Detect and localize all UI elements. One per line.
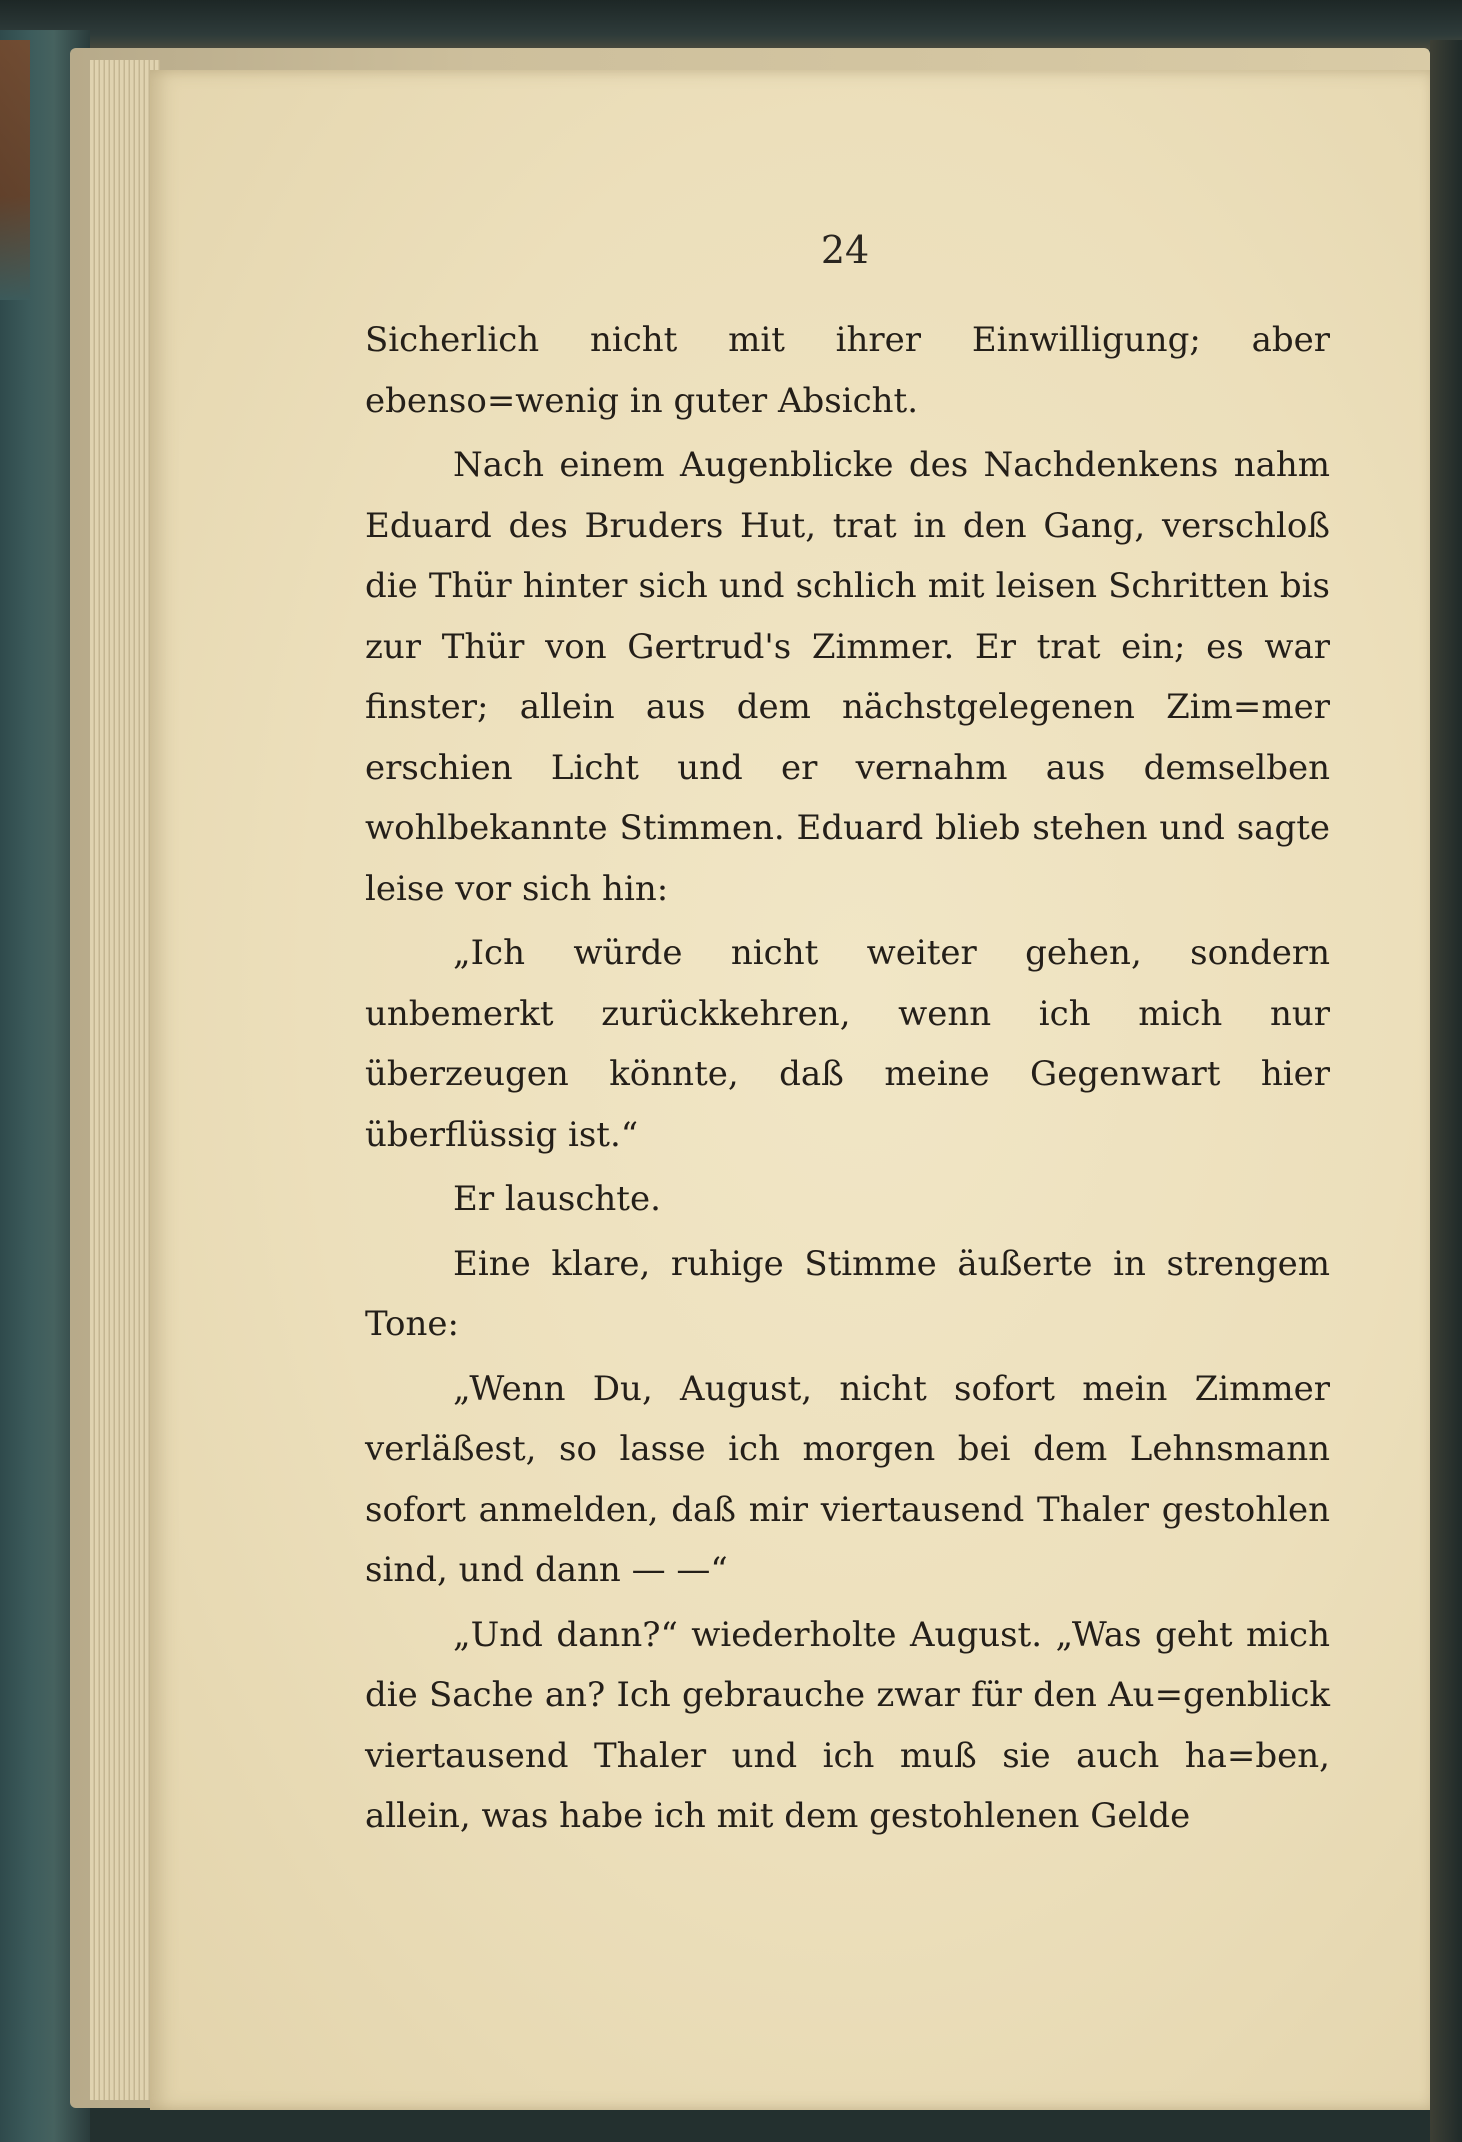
paragraph: Eine klare, ruhige Stimme äußerte in strengem Tone: [365, 1243, 1330, 1344]
paragraph: Er lauschte. [453, 1179, 661, 1219]
book-cover-right [1430, 40, 1462, 2142]
paragraph: „Ich würde nicht weiter gehen, sondern unbemerkt zurückkehren, wenn ich mich nur überzeugen könnte, daß meine Gegenwart hier überflüssig ist.“ [365, 933, 1330, 1155]
paragraph: „Und dann?“ wiederholte August. „Was geht mich die Sache an? Ich gebrauche zwar für den Au=genblick viertausend Thaler und ich muß sie auch ha=ben, allein, was habe ich mit dem gestohlenen Gelde [365, 1614, 1330, 1836]
book-cover-corner [0, 40, 30, 300]
scan-background-top [0, 0, 1462, 50]
paragraph: „Wenn Du, August, nicht sofort mein Zimmer verläßest, so lasse ich morgen bei dem Lehnsmann sofort anmelden, daß mir viertausend Thaler gestohlen sind, und dann — —“ [365, 1368, 1330, 1590]
page-number: 24 [820, 228, 870, 272]
paragraph: Nach einem Augenblicke des Nachdenkens nahm Eduard des Bruders Hut, trat in den Gang, verschloß die Thür hinter sich und schlich mit leisen Schritten bis zur Thür von Gertrud's Zimmer. Er trat ein; es war finster; allein aus dem nächstgelegenen Zim=mer erschien Licht und er vernahm aus demselben wohlbekannte Stimmen. Eduard blieb stehen und sagte leise vor sich hin: [365, 445, 1330, 909]
paragraph: Sicherlich nicht mit ihrer Einwilligung; aber ebenso=wenig in guter Absicht. [365, 320, 1330, 421]
page-text [365, 310, 1330, 1851]
